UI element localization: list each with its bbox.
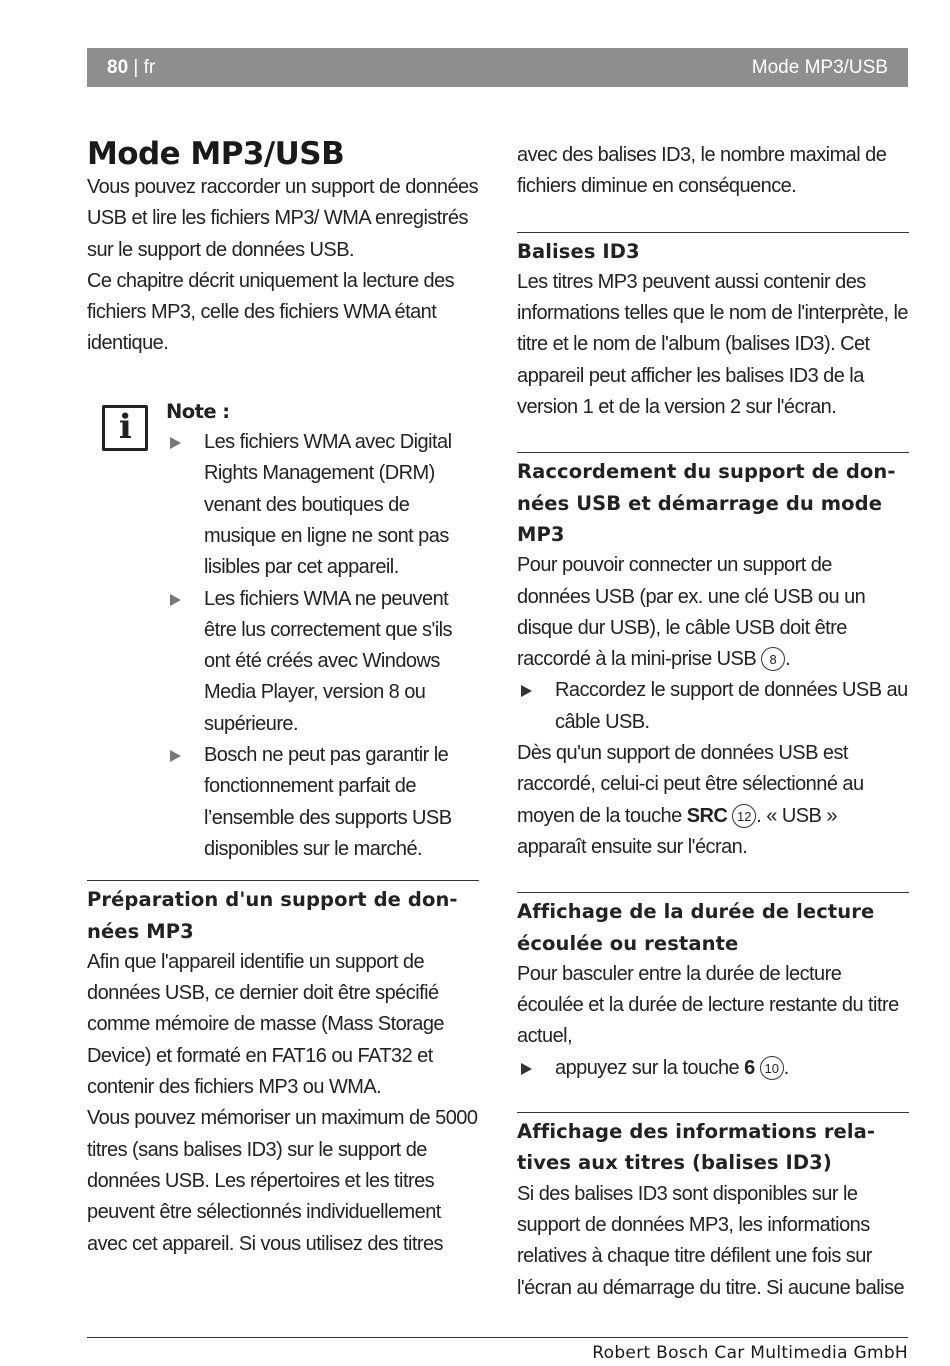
- reference-number: 12: [732, 804, 756, 828]
- footer-divider: [87, 1337, 908, 1338]
- info-icon: i: [102, 405, 148, 451]
- note-item-text: Les fichiers WMA ne peuvent être lus correctement que s'ils ont été créés avec Windows Media Player, version 8 ou supérieure.: [204, 587, 452, 735]
- bullet-arrow-icon: [170, 594, 181, 606]
- connection-paragraph-2: [517, 738, 909, 863]
- track-info-heading: Affichage des informations rela-tives aux titres (balises ID3): [517, 1120, 876, 1175]
- connection-heading: Raccordement du support de don-nées USB et démarrage du mode MP3: [517, 460, 896, 546]
- section-divider: [517, 452, 909, 453]
- instruction-step-text: Raccordez le support de données USB au câble USB.: [555, 679, 908, 733]
- section-title: Mode MP3/USB: [751, 56, 888, 78]
- bullet-arrow-icon: [170, 437, 181, 449]
- preparation-heading: Préparation d'un support de don-nées MP3: [87, 888, 458, 943]
- bullet-arrow-icon: [521, 685, 532, 697]
- section-divider: [517, 232, 909, 233]
- section-divider: [87, 880, 479, 881]
- preparation-paragraph-2: Vous pouvez mémoriser un maximum de 5000 titres (sans balises ID3) sur le support de données USB. Les répertoires et les titres peuvent être sélectionnés individuellement avec cet appareil. Si vous utilisez des titres: [87, 1107, 478, 1255]
- note-box: [87, 396, 479, 865]
- page-title: Mode MP3/USB: [87, 136, 345, 172]
- right-column: [517, 140, 909, 1304]
- note-item-text: Bosch ne peut pas garantir le fonctionnement parfait de l’ensemble des supports USB disponibles sur le marché.: [204, 744, 452, 860]
- time-display-heading: Affichage de la durée de lecture écoulée ou restante: [517, 900, 875, 955]
- instruction-step-text: appuyez sur la touche: [555, 1056, 740, 1079]
- track-info-paragraph: Si des balises ID3 sont disponibles sur le support de données MP3, les informations relatives à chaque titre défilent une fois sur l'écran au démarrage du titre. Si aucune balise: [517, 1182, 905, 1299]
- language-label: | fr: [133, 56, 156, 78]
- note-item-text: Les fichiers WMA avec Digital Rights Management (DRM) venant des boutiques de musique en ligne ne sont pas lisibles par cet appareil.: [204, 431, 452, 579]
- time-display-paragraph: Pour basculer entre la durée de lecture écoulée et la durée de lecture restante du titre actuel,: [517, 962, 899, 1048]
- punctuation: .: [785, 648, 791, 671]
- instruction-step: [517, 1053, 909, 1084]
- key-label: SRC: [686, 804, 728, 827]
- page-number: 80: [107, 56, 129, 78]
- connection-paragraph-2-text: Dès qu'un support de données USB est raccordé, celui-ci peut être sélectionné au moyen de la touche: [517, 742, 864, 827]
- punctuation: .: [783, 1056, 789, 1079]
- footer-company: Robert Bosch Car Multimedia GmbH: [592, 1343, 908, 1363]
- intro-paragraph-2: Ce chapitre décrit uniquement la lecture des fichiers MP3, celle des fichiers WMA étant identique.: [87, 269, 455, 355]
- page-header: [87, 48, 908, 87]
- left-column: [87, 130, 479, 1260]
- continued-paragraph: avec des balises ID3, le nombre maximal de fichiers diminue en conséquence.: [517, 144, 887, 198]
- note-item: [166, 427, 479, 583]
- note-item: [166, 740, 479, 865]
- reference-number: 10: [760, 1056, 784, 1080]
- reference-number: 8: [761, 647, 785, 671]
- connection-paragraph-2-end: . « USB » apparaît ensuite sur l'écran.: [517, 804, 837, 858]
- id3-heading: Balises ID3: [517, 239, 640, 263]
- bullet-arrow-icon: [521, 1063, 532, 1075]
- section-divider: [517, 892, 909, 893]
- note-item: [166, 584, 479, 740]
- note-title: Note :: [166, 399, 230, 423]
- connection-paragraph-1-text: Pour pouvoir connecter un support de données USB (par ex. une clé USB ou un disque dur USB), le câble USB doit être raccordé à la mini-prise USB: [517, 554, 866, 671]
- instruction-step: [517, 675, 909, 738]
- bullet-arrow-icon: [170, 750, 181, 762]
- key-label: 6: [744, 1056, 755, 1079]
- connection-paragraph-1: [517, 550, 909, 675]
- section-divider: [517, 1112, 909, 1113]
- preparation-paragraph-1: Afin que l'appareil identifie un support de données USB, ce dernier doit être spécifié comme mémoire de masse (Mass Storage Device) et formaté en FAT16 ou FAT32 et contenir des fichiers MP3 ou WMA.: [87, 950, 444, 1099]
- id3-paragraph: Les titres MP3 peuvent aussi contenir des informations telles que le nom de l'interprète, le titre et le nom de l'album (balises ID3). Cet appareil peut afficher les balises ID3 de la version 1 et de la version 2 sur l'écran.: [517, 270, 908, 419]
- header-left: [107, 57, 155, 79]
- intro-paragraph-1: Vous pouvez raccorder un support de données USB et lire les fichiers MP3/ WMA enregistrés sur le support de données USB.: [87, 176, 479, 261]
